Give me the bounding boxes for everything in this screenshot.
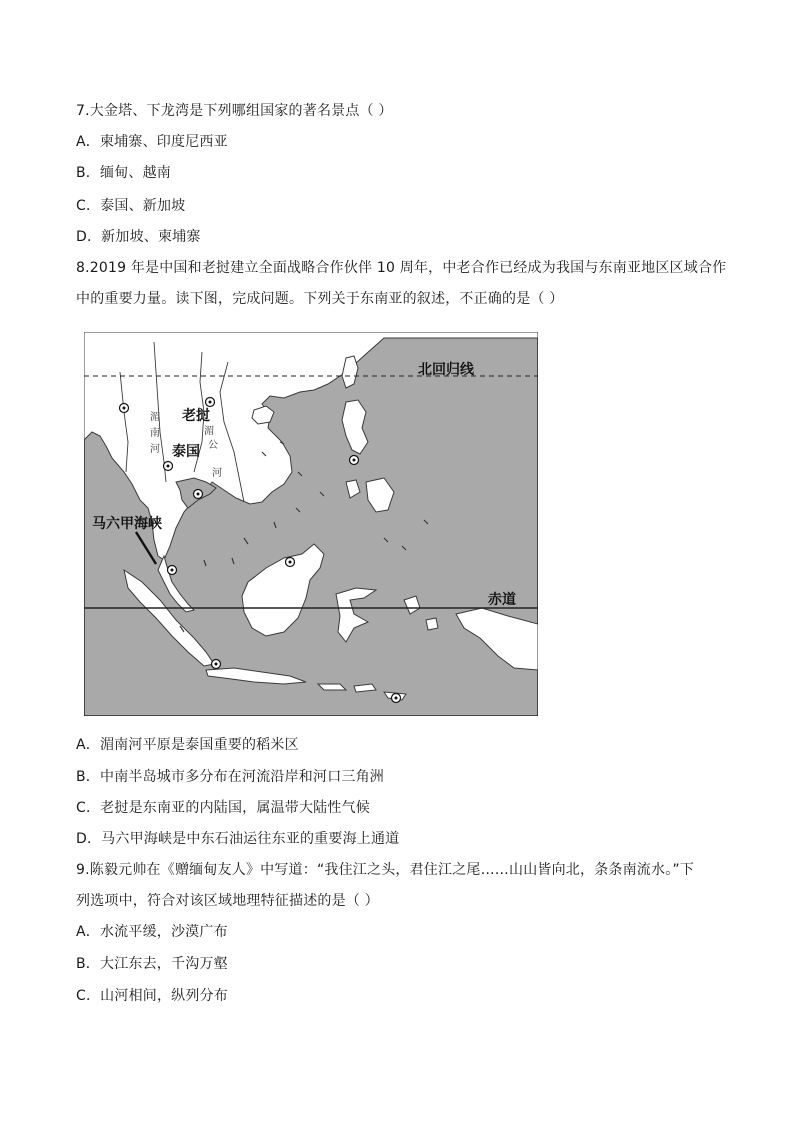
q8-stem-line2: 中的重要力量。读下图，完成问题。下列关于东南亚的叙述，不正确的是（ ） <box>76 291 564 307</box>
southeast-asia-map <box>84 332 538 716</box>
q9-option-c[interactable]: C．山河相间，纵列分布 <box>76 988 228 1004</box>
q9-stem-line1: 9.陈毅元帅在《赠缅甸友人》中写道：“我住江之头，君住江之尾……山山皆向北，条条南流水。”下 <box>76 862 695 878</box>
q7-option-d[interactable]: D．新加坡、柬埔寨 <box>76 229 201 245</box>
malacca-strait-label: 马六甲海峡 <box>92 516 162 532</box>
thailand-label: 泰国 <box>172 444 200 460</box>
laos-label: 老挝 <box>182 408 210 424</box>
q7-stem: 7.大金塔、下龙湾是下列哪组国家的著名景点（ ） <box>76 103 393 119</box>
q8-stem-line1: 8.2019 年是中国和老挝建立全面战略合作伙伴 10 周年，中老合作已经成为我国与东南亚地区区域合作 <box>76 260 727 276</box>
equator-label: 赤道 <box>488 592 516 608</box>
q9-stem-line2: 列选项中，符合对该区域地理特征描述的是（ ） <box>76 893 379 909</box>
q8-option-d[interactable]: D．马六甲海峡是中东石油运往东亚的重要海上通道 <box>76 831 400 847</box>
q8-option-a[interactable]: A．湄南河平原是泰国重要的稻米区 <box>76 737 299 753</box>
q8-option-b[interactable]: B．中南半岛城市多分布在河流沿岸和河口三角洲 <box>76 769 385 785</box>
mekong-river-char-1: 湄 <box>204 426 214 437</box>
menam-river-char-2: 南 <box>150 428 160 439</box>
q7-option-b[interactable]: B．缅甸、越南 <box>76 165 172 181</box>
q7-option-a[interactable]: A．柬埔寨、印度尼西亚 <box>76 134 228 150</box>
tropic-of-cancer-label: 北回归线 <box>418 362 474 378</box>
mekong-river-char-2: 公 <box>208 440 218 451</box>
menam-river-char-1: 湄 <box>150 412 160 423</box>
menam-river-char-3: 河 <box>150 444 160 455</box>
q7-option-c[interactable]: C．泰国、新加坡 <box>76 198 186 214</box>
q9-option-b[interactable]: B．大江东去，千沟万壑 <box>76 956 228 972</box>
mekong-river-char-3: 河 <box>212 468 222 479</box>
q8-option-c[interactable]: C．老挝是东南亚的内陆国，属温带大陆性气候 <box>76 800 370 816</box>
q9-option-a[interactable]: A．水流平缓，沙漠广布 <box>76 924 228 940</box>
